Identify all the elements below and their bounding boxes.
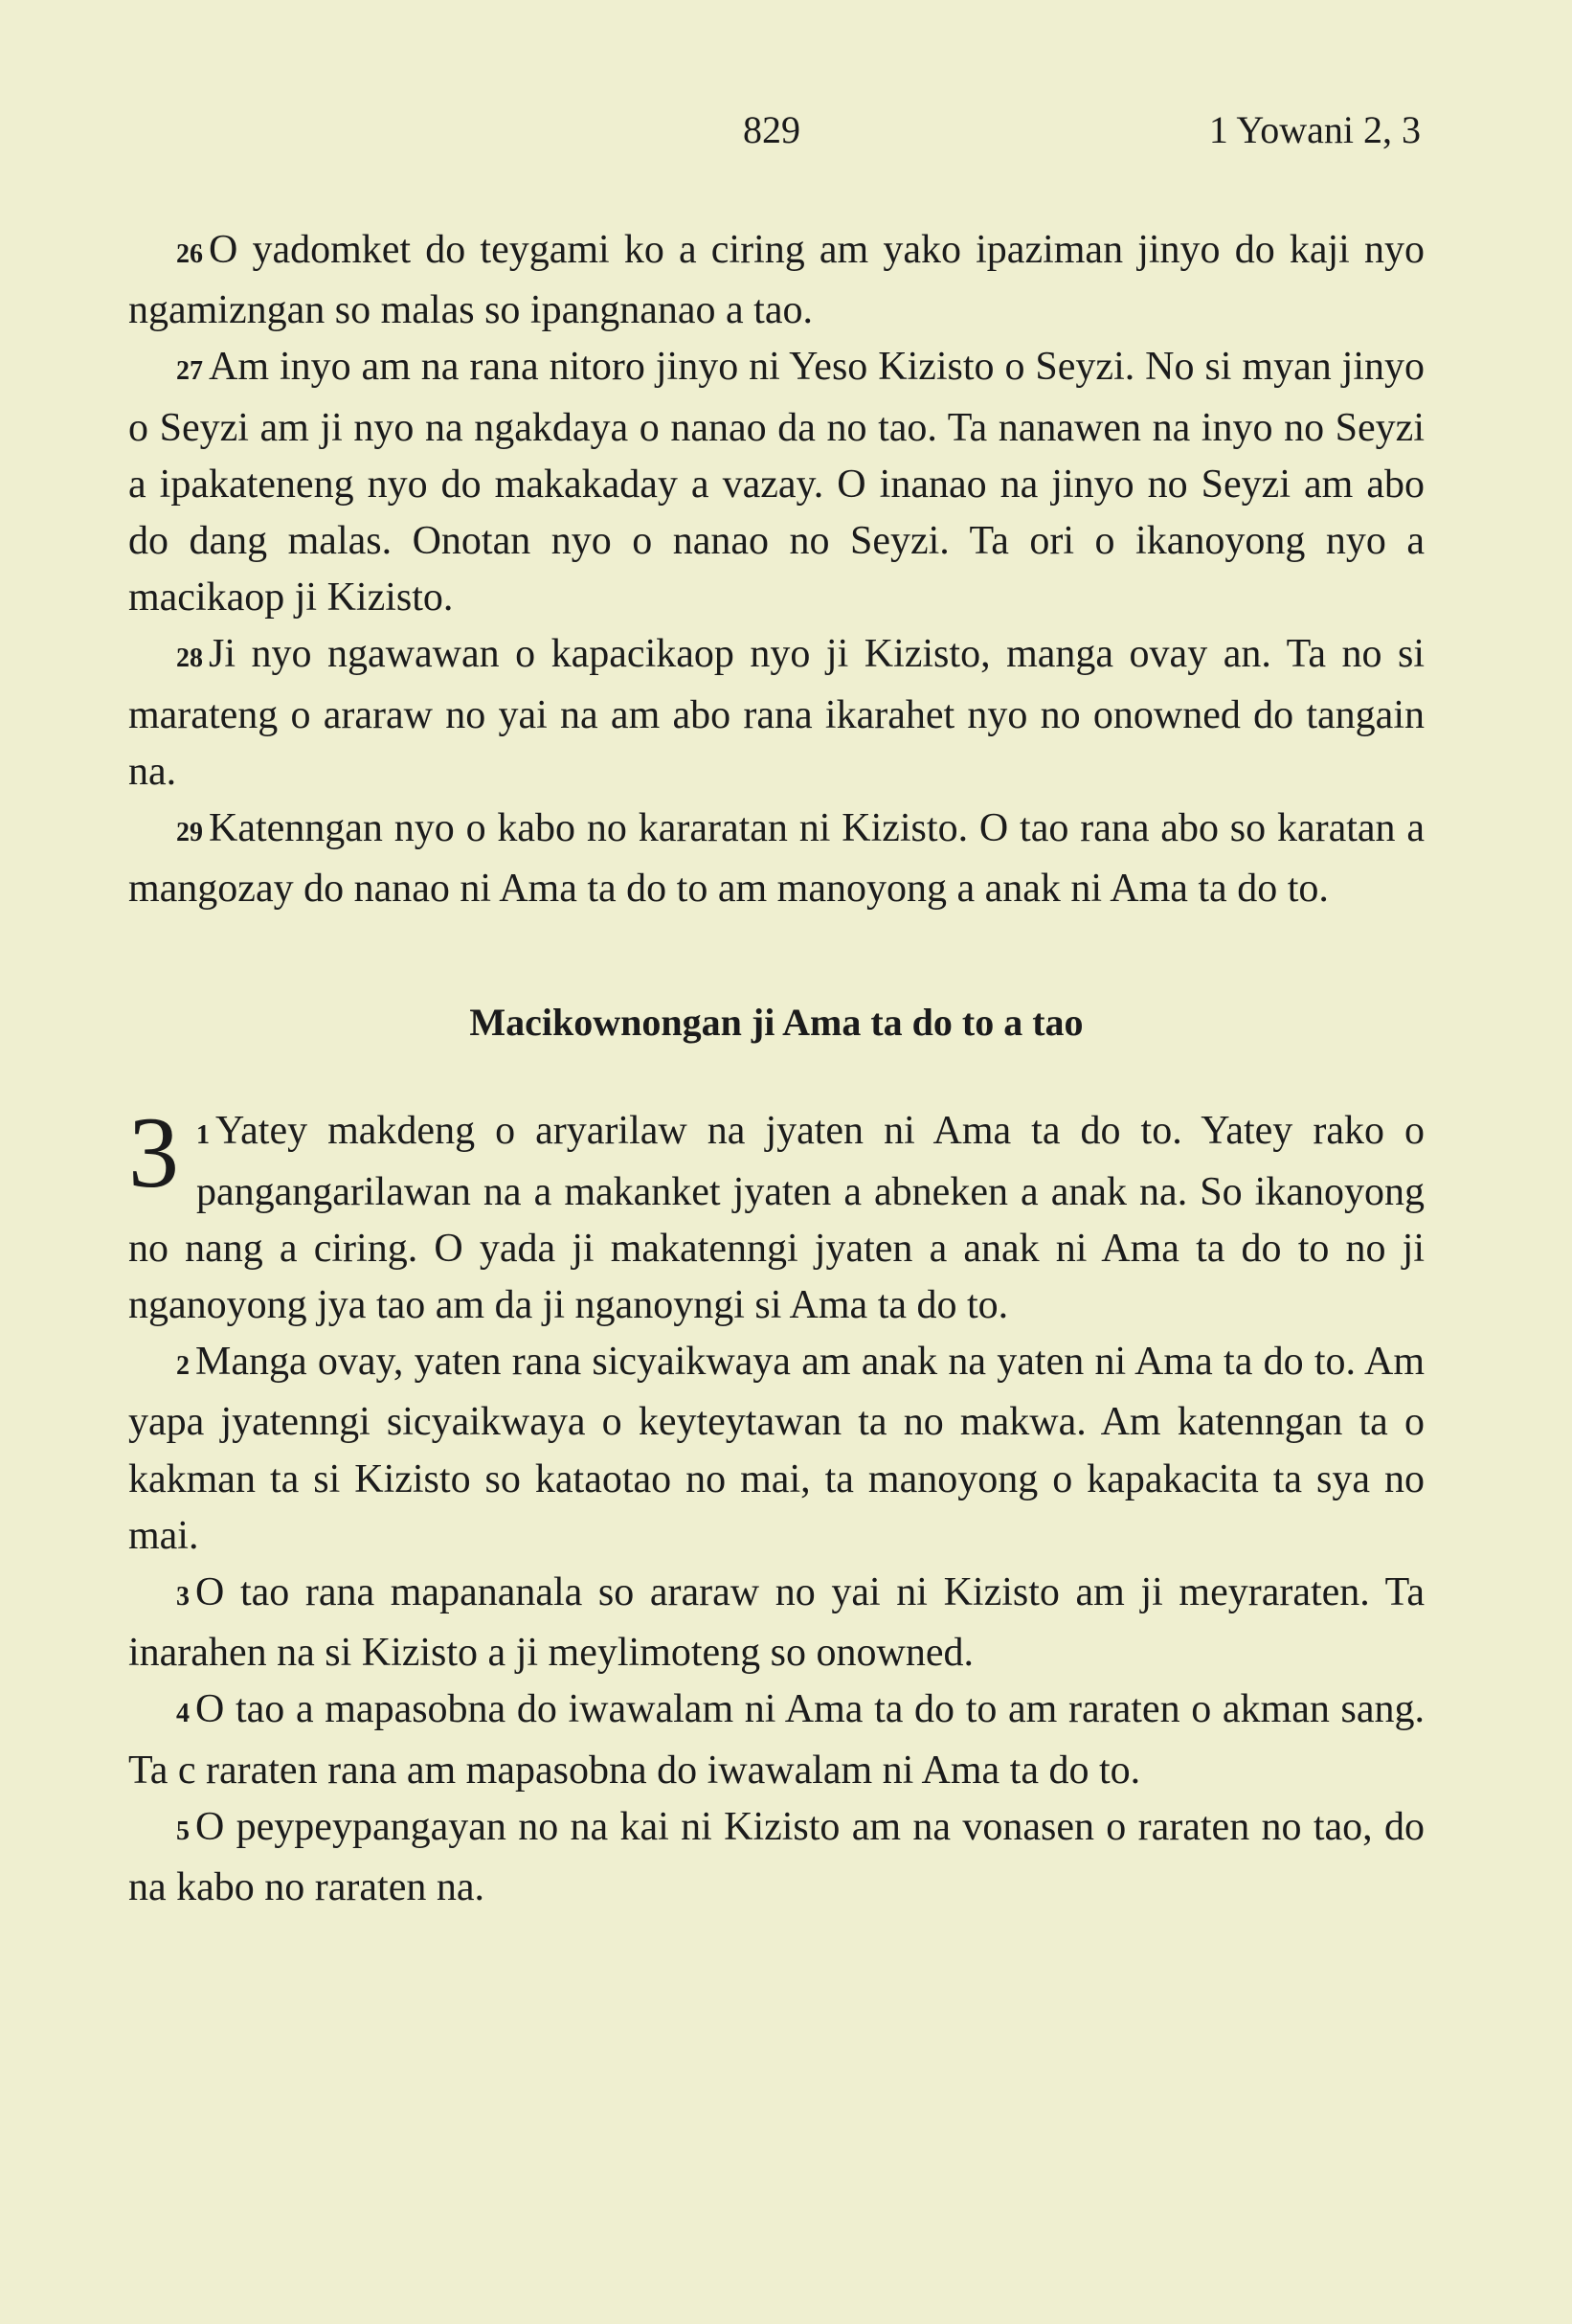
verse-2 <box>128 1334 1425 1565</box>
verse-text: Am inyo am na rana nitoro jinyo ni Yeso Kizisto o Seyzi. No si myan jinyo o Seyzi am ji nyo na ngakdaya o nanao da no tao. Ta nanawen na inyo no Seyzi a ipakateneng nyo do makakaday a vazay. O inanao na jinyo no Seyzi am abo do dang malas. Onotan nyo o nanao no Seyzi. Ta ori o ikanoyong nyo a macikaop ji Kizisto. <box>128 345 1425 620</box>
verse-number: 4 <box>176 1699 190 1729</box>
verse-number: 28 <box>176 643 203 674</box>
verse-text: O peypeypangayan no na kai ni Kizisto am na vonasen o raraten no tao, do na kabo no raraten na. <box>128 1804 1425 1910</box>
chapter-number: 3 <box>128 1096 179 1209</box>
verse-text: O tao a mapasobna do iwawalam ni Ama ta do to am raraten o akman sang. Ta c raraten rana am mapasobna do iwawalam ni Ama ta do to. <box>128 1687 1425 1793</box>
verse-text: Yatey makdeng o aryarilaw na jyaten ni Ama ta do to. Yatey rako o pangangarilawan na a makanket jyaten a abneken a anak na. So ikanoyong no nang a ciring. O yada ji makatenngi jyaten a anak ni Ama ta do to no ji nganoyong jya tao am da ji nganoyngi si Ama ta do to. <box>128 1109 1425 1328</box>
verse-number: 5 <box>176 1816 190 1846</box>
verse-text: Manga ovay, yaten rana sicyaikwaya am anak na yaten ni Ama ta do to. Am yapa jyatenngi sicyaikwaya o keyteytawan ta no makwa. Am katenngan ta o kakman ta si Kizisto so kataotao no mai, ta manoyong o kapakacita ta sya no mai. <box>128 1340 1425 1558</box>
verse-number: 27 <box>176 356 203 387</box>
verse-number: 29 <box>176 818 203 848</box>
verse-26 <box>128 222 1425 339</box>
verse-28 <box>128 626 1425 801</box>
verse-number: 1 <box>196 1120 210 1151</box>
verse-text: O yadomket do teygami ko a ciring am yako ipaziman jinyo do kaji nyo ngamizngan so malas so ipangnanao a tao. <box>128 228 1425 333</box>
verse-4 <box>128 1681 1425 1798</box>
verse-text: Katenngan nyo o kabo no kararatan ni Kizisto. O tao rana abo so karatan a mangozay do nanao ni Ama ta do to am manoyong a anak ni Ama ta do to. <box>128 806 1425 912</box>
section-heading: Macikownongan ji Ama ta do to a tao <box>469 1001 1084 1045</box>
verse-text: O tao rana mapananala so araraw no yai ni Kizisto am ji meyraraten. Ta inarahen na si Kizisto a ji meylimoteng so onowned. <box>128 1570 1425 1676</box>
verse-3 <box>128 1565 1425 1681</box>
verse-number: 26 <box>176 239 203 269</box>
verse-text: Ji nyo ngawawan o kapacikaop nyo ji Kizisto, manga ovay an. Ta no si marateng o araraw no yai na am abo rana ikarahet nyo no onowned do tangain na. <box>128 632 1425 794</box>
chapter-3-verse-1 <box>128 1096 1425 1334</box>
scripture-text <box>128 222 1425 1916</box>
page-header <box>0 107 1572 165</box>
verse-27 <box>128 339 1425 626</box>
page-number: 829 <box>743 108 800 151</box>
running-head: 1 Yowani 2, 3 <box>1208 108 1421 151</box>
verse-number: 2 <box>176 1351 190 1382</box>
verse-29 <box>128 801 1425 917</box>
verse-5 <box>128 1799 1425 1916</box>
verse-number: 3 <box>176 1582 190 1613</box>
